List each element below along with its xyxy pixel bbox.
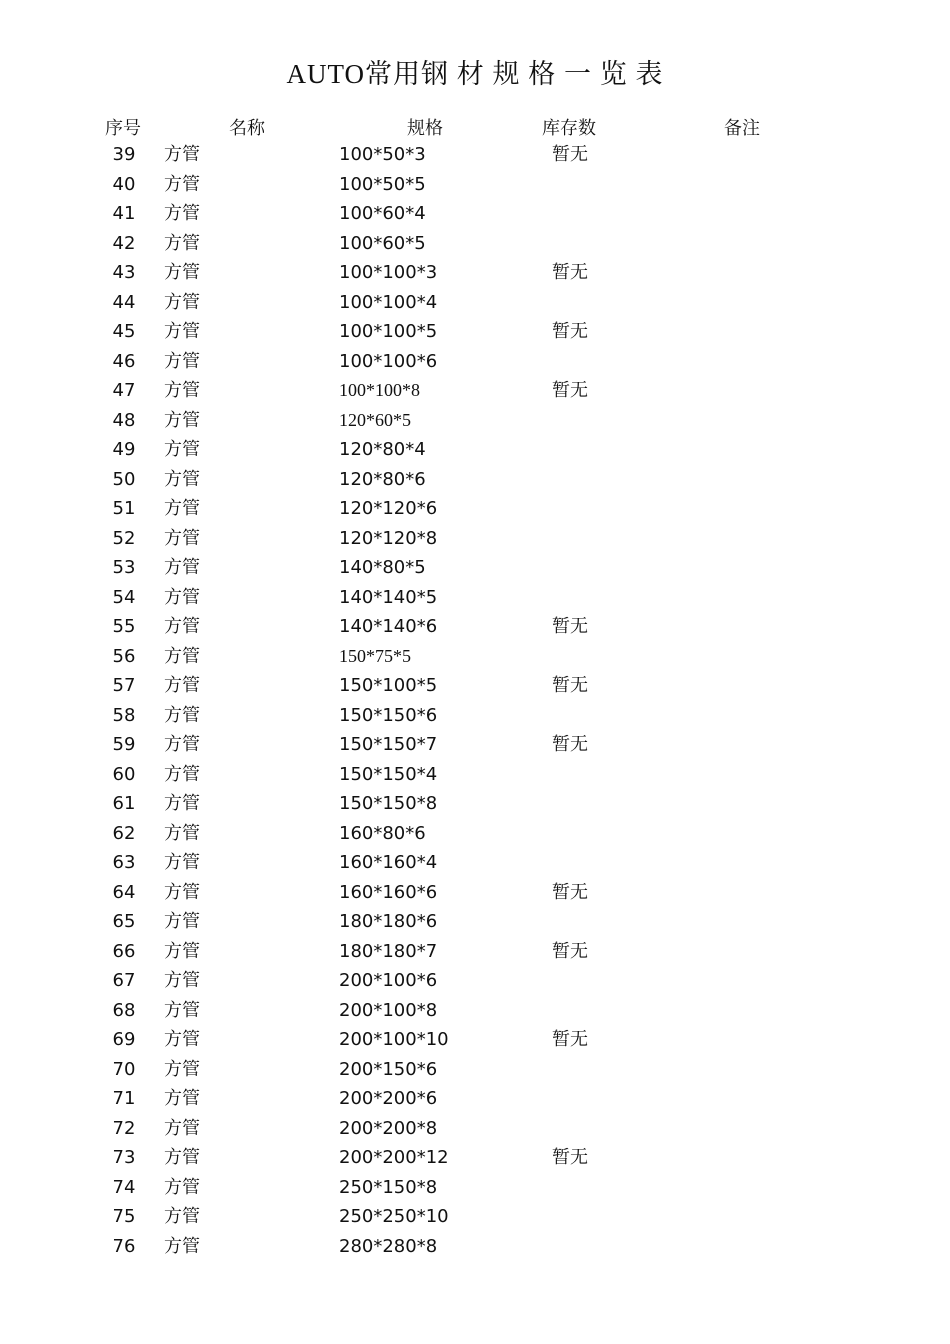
- table-row: [0, 996, 950, 1026]
- row-stock: 暂无: [552, 675, 588, 696]
- row-index: 62: [112, 822, 136, 844]
- row-spec: 200*100*10: [339, 1029, 449, 1050]
- row-index: 60: [112, 763, 136, 785]
- row-index: 67: [112, 970, 136, 991]
- row-name: 方管: [164, 321, 200, 342]
- row-name: 方管: [164, 557, 200, 578]
- table-row: [0, 140, 950, 170]
- row-index: 63: [112, 852, 136, 873]
- row-index: 39: [112, 144, 136, 165]
- table-row: [0, 878, 950, 908]
- row-stock: 暂无: [552, 940, 588, 962]
- row-index: 55: [112, 616, 136, 637]
- row-spec: 140*80*5: [339, 557, 426, 578]
- table-row: [0, 1232, 950, 1262]
- row-index: 70: [112, 1058, 136, 1080]
- table-row: [0, 789, 950, 819]
- row-spec: 180*180*6: [339, 911, 438, 932]
- row-index: 61: [112, 793, 136, 814]
- header-name: 名称: [229, 118, 265, 139]
- row-spec: 120*80*4: [339, 439, 426, 460]
- row-name: 方管: [164, 852, 200, 873]
- row-name: 方管: [164, 793, 200, 814]
- row-name: 方管: [164, 1117, 200, 1139]
- table-row: [0, 760, 950, 790]
- row-name: 方管: [164, 911, 200, 932]
- table-row: [0, 730, 950, 760]
- table-header: [0, 114, 950, 138]
- row-index: 57: [112, 675, 136, 696]
- row-stock: 暂无: [552, 1147, 588, 1168]
- header-stock: 库存数: [542, 118, 596, 139]
- row-index: 65: [112, 911, 136, 932]
- row-name: 方管: [164, 586, 200, 608]
- table-row: [0, 376, 950, 406]
- row-name: 方管: [164, 1235, 200, 1257]
- row-index: 41: [112, 203, 136, 224]
- row-spec: 150*150*7: [339, 734, 438, 755]
- table-body: [0, 140, 950, 1261]
- row-index: 73: [112, 1147, 136, 1168]
- row-name: 方管: [164, 498, 200, 519]
- row-stock: 暂无: [552, 616, 588, 637]
- row-index: 51: [112, 498, 136, 519]
- row-index: 43: [112, 262, 136, 283]
- row-name: 方管: [164, 1176, 200, 1198]
- table-row: [0, 524, 950, 554]
- row-spec: 150*150*8: [339, 793, 438, 814]
- row-name: 方管: [164, 940, 200, 962]
- row-index: 47: [112, 380, 136, 401]
- table-row: [0, 465, 950, 495]
- row-name: 方管: [164, 439, 200, 460]
- row-name: 方管: [164, 616, 200, 637]
- row-spec: 150*100*5: [339, 675, 438, 696]
- row-spec: 100*100*6: [339, 350, 438, 372]
- row-spec: 120*120*8: [339, 527, 438, 549]
- row-index: 71: [112, 1088, 136, 1109]
- row-name: 方管: [164, 1058, 200, 1080]
- row-name: 方管: [164, 291, 200, 313]
- page-title: AUTO常用钢 材 规 格 一 览 表: [286, 59, 664, 89]
- row-spec: 280*280*8: [339, 1235, 438, 1257]
- row-index: 53: [112, 557, 136, 578]
- table-row: [0, 1084, 950, 1114]
- row-index: 74: [112, 1176, 136, 1198]
- row-name: 方管: [164, 527, 200, 549]
- table-row: [0, 671, 950, 701]
- row-name: 方管: [164, 734, 200, 755]
- row-index: 69: [112, 1029, 136, 1050]
- row-spec: 140*140*5: [339, 586, 438, 608]
- row-spec: 120*60*5: [339, 409, 411, 430]
- row-stock: 暂无: [552, 1029, 588, 1050]
- row-index: 45: [112, 321, 136, 342]
- row-spec: 200*100*6: [339, 970, 438, 991]
- row-name: 方管: [164, 1029, 200, 1050]
- row-index: 58: [112, 704, 136, 726]
- row-name: 方管: [164, 645, 200, 667]
- row-name: 方管: [164, 232, 200, 254]
- row-spec: 100*50*3: [339, 144, 426, 165]
- row-name: 方管: [164, 881, 200, 903]
- table-row: [0, 937, 950, 967]
- table-row: [0, 848, 950, 878]
- table-row: [0, 642, 950, 672]
- row-index: 40: [112, 173, 136, 195]
- row-stock: 暂无: [552, 144, 588, 165]
- row-index: 46: [112, 350, 136, 372]
- row-name: 方管: [164, 704, 200, 726]
- row-spec: 100*60*5: [339, 232, 426, 254]
- row-stock: 暂无: [552, 881, 588, 903]
- table-row: [0, 288, 950, 318]
- row-index: 76: [112, 1235, 136, 1257]
- row-name: 方管: [164, 144, 200, 165]
- table-row: [0, 583, 950, 613]
- row-index: 56: [112, 645, 136, 667]
- row-stock: 暂无: [552, 321, 588, 342]
- row-index: 49: [112, 439, 136, 460]
- row-spec: 100*50*5: [339, 173, 426, 195]
- row-spec: 200*200*12: [339, 1147, 449, 1168]
- row-index: 50: [112, 468, 136, 490]
- table-row: [0, 612, 950, 642]
- row-name: 方管: [164, 409, 200, 431]
- row-spec: 200*200*8: [339, 1117, 438, 1139]
- row-name: 方管: [164, 203, 200, 224]
- table-row: [0, 1055, 950, 1085]
- table-row: [0, 553, 950, 583]
- row-name: 方管: [164, 1206, 200, 1227]
- row-name: 方管: [164, 173, 200, 195]
- row-spec: 150*150*6: [339, 704, 438, 726]
- table-row: [0, 494, 950, 524]
- table-row: [0, 701, 950, 731]
- row-name: 方管: [164, 380, 200, 401]
- row-spec: 120*120*6: [339, 498, 438, 519]
- row-index: 59: [112, 734, 136, 755]
- row-index: 42: [112, 232, 136, 254]
- row-index: 75: [112, 1206, 136, 1227]
- row-index: 68: [112, 999, 136, 1021]
- row-spec: 150*150*4: [339, 763, 438, 785]
- header-note: 备注: [724, 118, 760, 139]
- row-name: 方管: [164, 970, 200, 991]
- row-name: 方管: [164, 1147, 200, 1168]
- row-spec: 250*250*10: [339, 1206, 449, 1227]
- row-stock: 暂无: [552, 734, 588, 755]
- row-spec: 200*150*6: [339, 1058, 438, 1080]
- row-spec: 200*100*8: [339, 999, 438, 1021]
- row-index: 48: [112, 409, 136, 431]
- table-row: [0, 966, 950, 996]
- row-spec: 180*180*7: [339, 940, 438, 962]
- table-row: [0, 907, 950, 937]
- row-spec: 160*160*4: [339, 852, 438, 873]
- row-name: 方管: [164, 350, 200, 372]
- row-index: 66: [112, 940, 136, 962]
- row-spec: 250*150*8: [339, 1176, 438, 1198]
- row-name: 方管: [164, 763, 200, 785]
- row-spec: 140*140*6: [339, 616, 438, 637]
- table-row: [0, 199, 950, 229]
- row-spec: 160*80*6: [339, 822, 426, 844]
- row-spec: 200*200*6: [339, 1088, 438, 1109]
- row-spec: 100*100*5: [339, 321, 438, 342]
- table-row: [0, 317, 950, 347]
- table-row: [0, 1202, 950, 1232]
- table-row: [0, 229, 950, 259]
- row-index: 72: [112, 1117, 136, 1139]
- row-index: 64: [112, 881, 136, 903]
- table-row: [0, 819, 950, 849]
- row-spec: 150*75*5: [339, 645, 411, 666]
- table-row: [0, 347, 950, 377]
- table-row: [0, 406, 950, 436]
- row-name: 方管: [164, 675, 200, 696]
- row-index: 44: [112, 291, 136, 313]
- row-index: 54: [112, 586, 136, 608]
- row-spec: 100*100*8: [339, 380, 420, 400]
- table-row: [0, 258, 950, 288]
- table-row: [0, 170, 950, 200]
- row-spec: 160*160*6: [339, 881, 438, 903]
- header-spec: 规格: [407, 118, 443, 139]
- row-index: 52: [112, 527, 136, 549]
- row-spec: 100*100*3: [339, 262, 438, 283]
- row-name: 方管: [164, 468, 200, 490]
- table-row: [0, 1143, 950, 1173]
- row-spec: 100*100*4: [339, 291, 438, 313]
- table-row: [0, 435, 950, 465]
- row-name: 方管: [164, 999, 200, 1021]
- row-stock: 暂无: [552, 380, 588, 401]
- row-stock: 暂无: [552, 262, 588, 283]
- table-row: [0, 1173, 950, 1203]
- table-row: [0, 1025, 950, 1055]
- row-spec: 100*60*4: [339, 203, 426, 224]
- header-index: 序号: [105, 118, 141, 139]
- row-spec: 120*80*6: [339, 468, 426, 490]
- table-row: [0, 1114, 950, 1144]
- row-name: 方管: [164, 262, 200, 283]
- row-name: 方管: [164, 1088, 200, 1109]
- row-name: 方管: [164, 822, 200, 844]
